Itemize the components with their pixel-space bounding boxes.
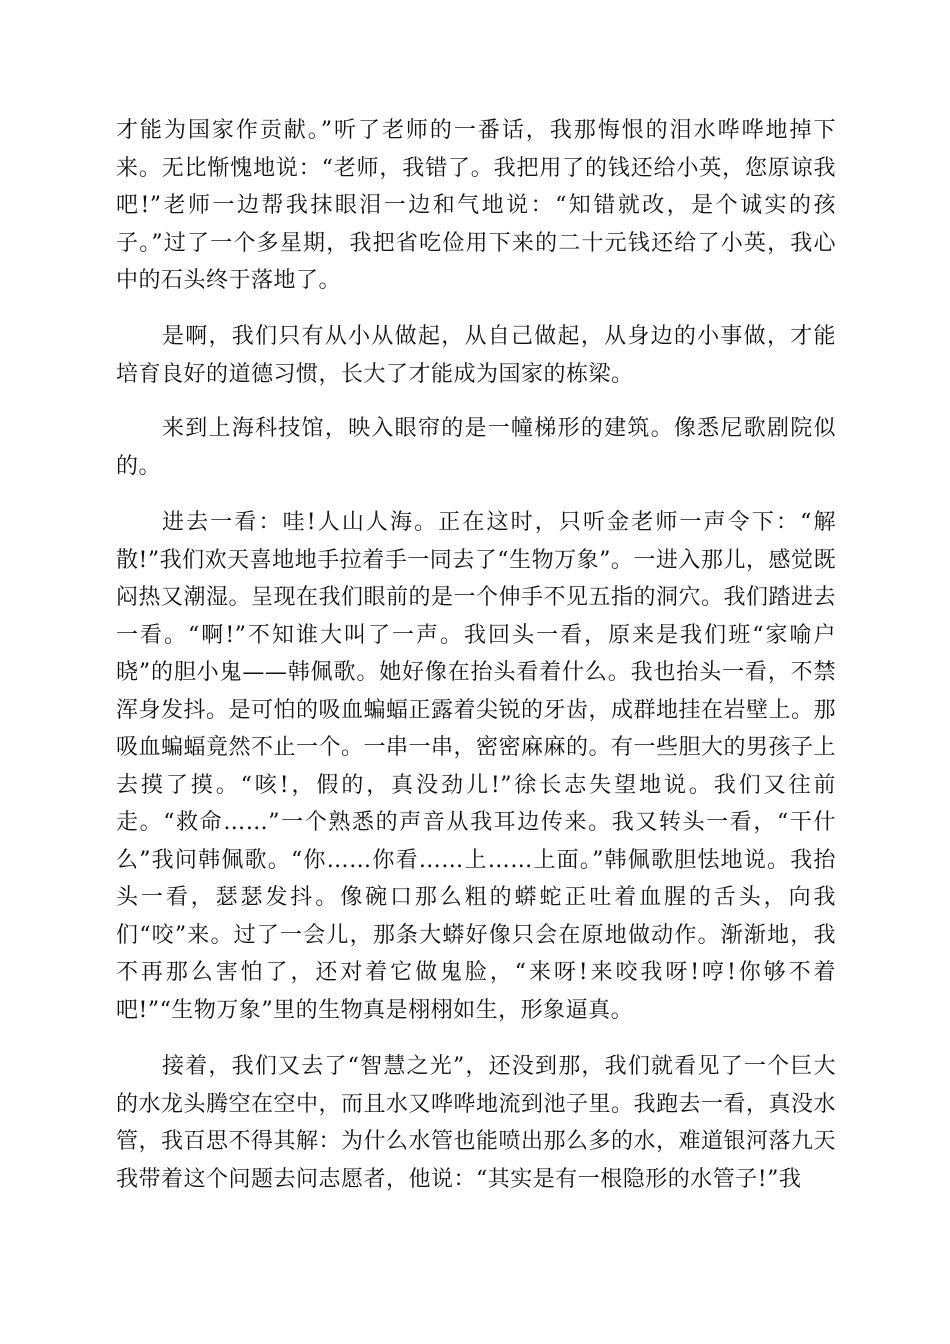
paragraph-1: 才能为国家作贡献。”听了老师的一番话，我那悔恨的泪水哗哗地掉下来。无比惭愧地说：“老师，我错了。我把用了的钱还给小英，您原谅我吧!”老师一边帮我抹眼泪一边和气地说：“知错就改，是个诚实的孩子。”过了一个多星期，我把省吃俭用下来的二十元钱还给了小英，我心中的石头终于落地了。 [116,118,836,293]
paragraph-5: 接着，我们又去了“智慧之光”，还没到那，我们就看见了一个巨大的水龙头腾空在空中，而且水又哗哗地流到池子里。我跑去一看，真没水管，我百思不得其解：为什么水管也能喷出那么多的水，难道银河落九天我带着这个问题去问志愿者，他说：“其实是有一根隐形的水管子!”我 [116,1054,837,1192]
paragraph-3: 来到上海科技馆，映入眼帘的是一幢梯形的建筑。像悉尼歌剧院似的。 [116,416,836,479]
paragraph-2: 是啊，我们只有从小从做起，从自己做起，从身边的小事做，才能培育良好的道德习惯，长大了才能成为国家的栋梁。 [116,324,836,387]
paragraph-4: 进去一看：哇!人山人海。正在这时，只听金老师一声令下：“解散!”我们欢天喜地地手拉着手一同去了“生物万象”。一进入那儿，感觉既闷热又潮湿。呈现在我们眼前的是一个伸手不见五指的洞穴。我们踏进去一看。“啊!”不知谁大叫了一声。我回头一看，原来是我们班“家喻户晓”的胆小鬼——韩佩歌。她好像在抬头看着什么。我也抬头一看，不禁浑身发抖。是可怕的吸血蝙蝠正露着尖锐的牙齿，成群地挂在岩壁上。那吸血蝙蝠竟然不止一个。一串一串，密密麻麻的。有一些胆大的男孩子上去摸了摸。“咳!，假的，真没劲儿!”徐长志失望地说。我们又往前走。“救命……”一个熟悉的声音从我耳边传来。我又转头一看，“干什么”我问韩佩歌。“你……你看……上……上面。”韩佩歌胆怯地说。我抬头一看，瑟瑟发抖。像碗口那么粗的蟒蛇正吐着血腥的舌头，向我们“咬”来。过了一会儿，那条大蟒好像只会在原地做动作。渐渐地，我不再那么害怕了，还对着它做鬼脸，“来呀!来咬我呀!哼!你够不着吧!”“生物万象”里的生物真是栩栩如生，形象逼真。 [116,510,837,1023]
